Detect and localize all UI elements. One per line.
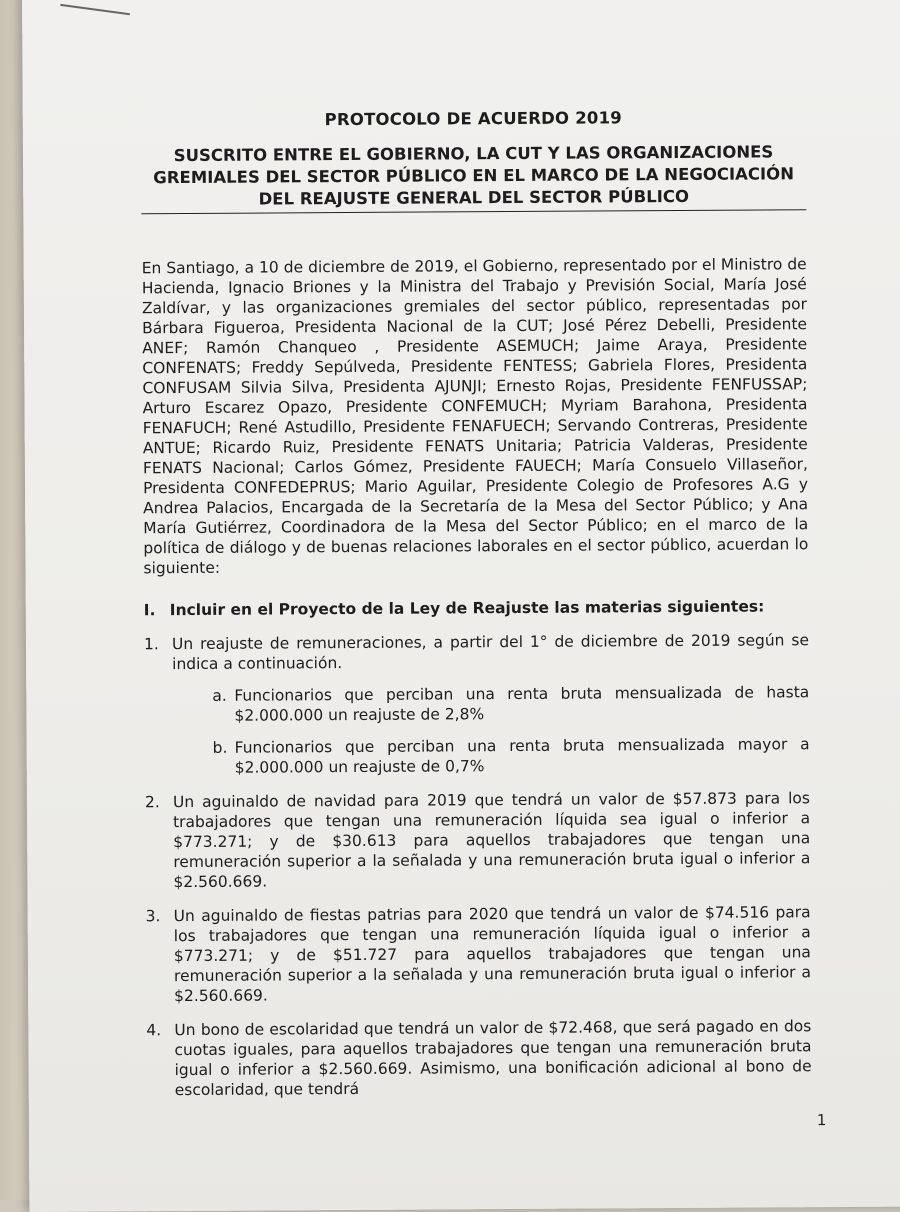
item-number: 4.: [146, 1021, 162, 1040]
item-number: 3.: [145, 907, 161, 926]
list-item: [145, 788, 811, 892]
intro-paragraph: En Santiago, a 10 de diciembre de 2019, el Gobierno, representado por el Ministro de Hacienda, Ignacio Briones y la Ministra del Trabajo y Previsión Social, María José Zaldívar, y las organizaciones gremiales del sector público, representadas por Bárbara Figueroa, Presidenta Nacional de la CUT; José Pérez Debelli, Presidente ANEF; Ramón Chanqueo , Presidente ASEMUCH; Jaime Araya, Presidente CONFENATS; Freddy Sepúlveda, Presidente FENTESS; Gabriela Flores, Presidenta CONFUSAM Silvia Silva, Presidenta AJUNJI; Ernesto Rojas, Presidente FENFUSSAP; Arturo Escarez Opazo, Presidente CONFEMUCH; Myriam Barahona, Presidenta FENAFUCH; René Astudillo, Presidente FENAFUECH; Servando Contreras, Presidente ANTUE; Ricardo Ruiz, Presidente FENATS Unitaria; Patricia Valderas, Presidente FENATS Nacional; Carlos Gómez, Presidente FAUECH; María Consuelo Villaseñor, Presidenta CONFEDEPRUS; Mario Aguilar, Presidente Colegio de Profesores A.G y Andrea Palacios, Encargada de la Secretaría de la Mesa del Sector Público; y Ana María Gutiérrez, Coordinadora de la Mesa del Sector Público; en el marco de la política de diálogo y de buenas relaciones laborales en el sector público, acuerdan lo siguiente:: [141, 255, 809, 578]
list-item: [146, 1016, 811, 1100]
page-number: 1: [816, 1111, 827, 1130]
document-subtitle: SUSCRITO ENTRE EL GOBIERNO, LA CUT Y LAS ORGANIZACIONES GREMIALES DEL SECTOR PÚBLICO EN EL MARCO DE LA NEGOCIACIÓN DEL REAJUSTE GENERAL DEL SECTOR PÚBLICO: [141, 141, 806, 214]
item-text: Un reajuste de remuneraciones, a partir del 1° de diciembre de 2019 según se indica a continuación.: [171, 631, 810, 674]
sub-item-text: Funcionarios que perciban una renta bruta mensualizada mayor a $2.000.000 un reajuste de 0,7%: [234, 735, 810, 777]
section-title: Incluir en el Proyecto de la Ley de Reajuste las materias siguientes:: [169, 597, 765, 620]
list-item: [144, 630, 809, 674]
section-number: I.: [143, 601, 156, 620]
sub-item-text: Funcionarios que perciban una renta bruta mensualizada de hasta $2.000.000 un reajuste de 2,8%: [234, 683, 810, 725]
sub-item: [212, 682, 809, 726]
item-number: 2.: [144, 793, 160, 812]
list-item: [146, 902, 812, 1006]
sub-item-letter: a.: [212, 686, 227, 705]
sub-item-letter: b.: [212, 738, 228, 757]
item-text: Un aguinaldo de navidad para 2019 que tendrá un valor de $57.873 para los trabajadores que tengan una remuneración líquida sea igual o inferior a $773.271; y de $30.613 para aquellos trabajadores que tengan una remuneración superior a la señalada y una remuneración bruta igual o inferior a $2.560.669.: [172, 789, 811, 892]
pen-mark: [60, 4, 130, 15]
sub-item: [213, 734, 810, 778]
title-block: [141, 107, 807, 214]
item-text: Un bono de escolaridad que tendrá un valor de $72.468, que será pagado en dos cuotas iguales, para aquellos trabajadores que tengan una remuneración bruta igual o inferior a $2.560.669. Asimismo, una bonificación adicional al bono de escolaridad, que tendrá: [174, 1017, 812, 1100]
document-content: [141, 107, 812, 1100]
item-text: Un aguinaldo de fiestas patrias para 2020 que tendrá un valor de $74.516 para los trabajadores que tengan una remuneración líquida igual o inferior a $773.271; y de $51.727 para aquellos trabajadores que tengan una remuneración superior a la señalada y una remuneración bruta igual o inferior a $2.560.669.: [173, 903, 812, 1006]
section-heading: [144, 596, 809, 620]
item-number: 1.: [143, 635, 159, 654]
document-page: [22, 0, 900, 1212]
document-title: PROTOCOLO DE ACUERDO 2019: [324, 108, 622, 130]
